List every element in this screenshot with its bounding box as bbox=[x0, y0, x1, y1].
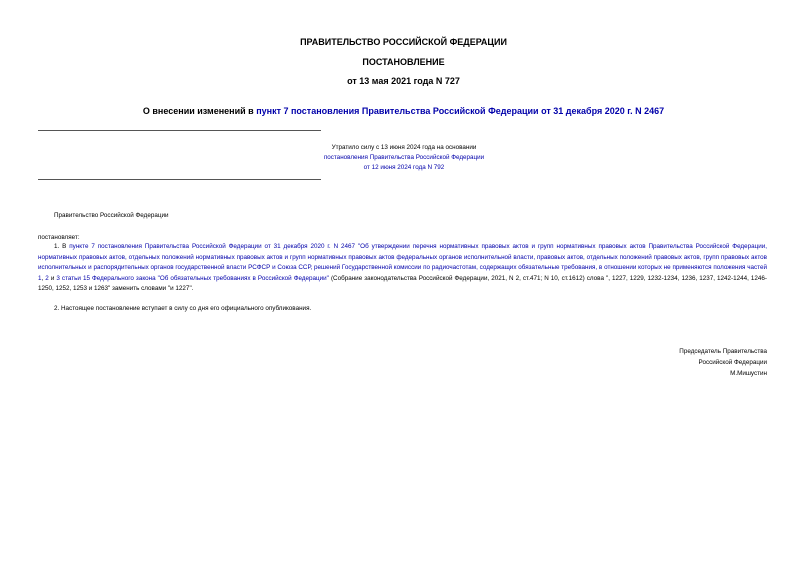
p1-link-parts[interactable]: частей 1 bbox=[38, 264, 767, 282]
title-link[interactable]: пункт 7 постановления Правительства Российской Федерации от 31 декабря 2020 г. N 2467 bbox=[256, 106, 665, 116]
signature-organization: Российской Федерации bbox=[698, 359, 767, 366]
status-note-link-2[interactable]: от 12 июня 2024 года N 792 bbox=[363, 164, 445, 171]
government-heading: ПРАВИТЕЛЬСТВО РОССИЙСКОЙ ФЕДЕРАЦИИ bbox=[300, 37, 507, 47]
p1-start: 1. В bbox=[54, 243, 70, 250]
bottom-divider bbox=[38, 179, 321, 180]
paragraph-2: 2. Настоящее постановление вступает в силу со дня его официального опубликования. bbox=[54, 305, 312, 312]
p1-separator-2: и bbox=[48, 274, 57, 282]
p1-link-decree[interactable]: пункте 7 постановления Правительства Российской Федерации от 31 декабря 2020 г. N 2467 "Об утверждении перечня нормативных правовых актов и групп нормативных правовых актов Правительства Российской Федерации, нормативных правовых актов, отдельных положений нормативных правовых актов и групп нормативных правовых актов федеральных органов исполнительной власти, правовых актов, отдельных положений правовых актов, групп правовых актов исполнительных и распорядительных органов государственной власти РСФСР и Союза ССР, решений Государственной комиссии по радиочастотам, содержащих обязательные требования, в отношении которых не применяются положения bbox=[38, 243, 767, 271]
issuer-text: Правительство Российской Федерации bbox=[54, 212, 169, 219]
p1-separator-1: , bbox=[41, 274, 46, 282]
document-type-heading: ПОСТАНОВЛЕНИЕ bbox=[362, 57, 445, 67]
top-divider bbox=[38, 130, 321, 131]
paragraph-1 bbox=[38, 242, 767, 295]
signature-name: М.Мишустин bbox=[730, 370, 767, 377]
p1-end: (Собрание законодательства Российской Федерации, 2021, N 2, ст.471; N 10, ст.1612) слова ", 1227, 1229, 1232-1234, 1236, 1237, 1242-1244, 1246-1250, 1252, 1253 и 1263" заменить словами "и 1227". bbox=[38, 274, 767, 292]
p1-link-part-2[interactable]: 2 bbox=[45, 274, 49, 282]
signature-title: Председатель Правительства bbox=[679, 348, 767, 355]
resolves-text: постановляет: bbox=[38, 234, 80, 241]
p1-link-law[interactable]: 3 статьи 15 Федерального закона "Об обязательных требованиях в Российской Федерации" bbox=[56, 274, 329, 282]
document-title bbox=[0, 106, 807, 117]
status-note-link-1[interactable]: постановления Правительства Российской Федерации bbox=[323, 154, 485, 161]
status-note-line1: Утратило силу с 13 июня 2024 года на основании bbox=[331, 144, 477, 151]
title-prefix: О внесении изменений в bbox=[142, 106, 257, 116]
document-date-number: от 13 мая 2021 года N 727 bbox=[347, 76, 460, 86]
